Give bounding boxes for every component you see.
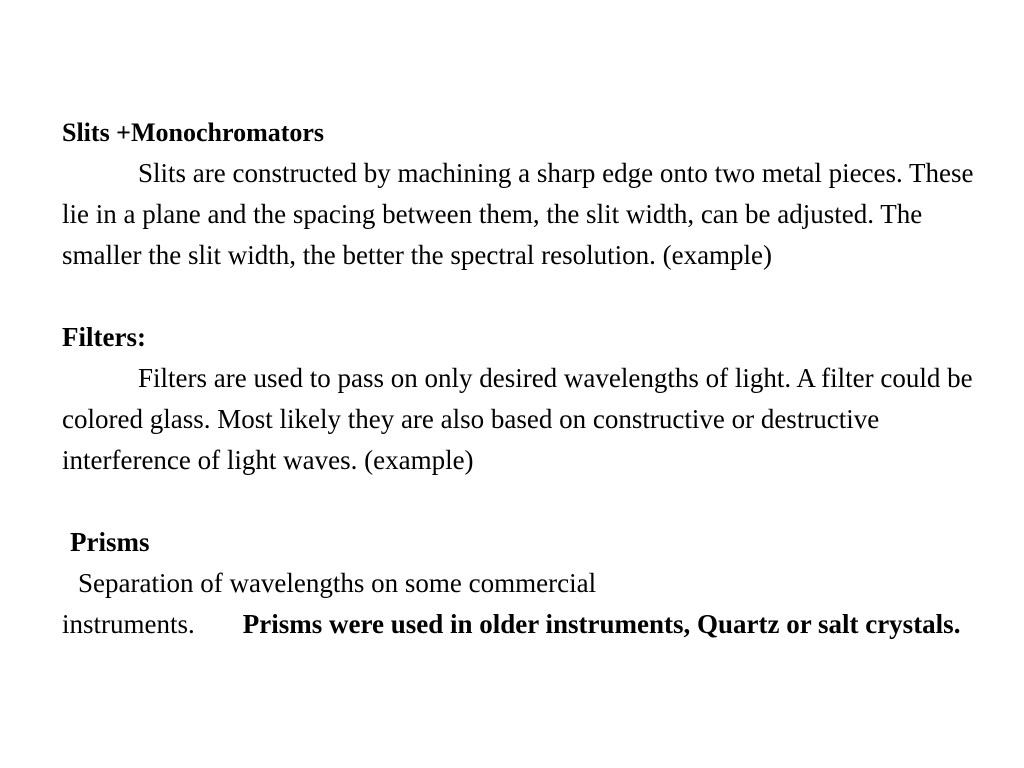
- section-body-prisms-line2: [62, 604, 992, 645]
- section-heading-prisms: Prisms: [70, 527, 150, 557]
- section-body-filters: [62, 358, 992, 481]
- section-body-prisms-line1: [62, 563, 992, 604]
- prisms-text-line1: Separation of wavelengths on some commercial: [78, 568, 597, 598]
- filters-text: Filters are used to pass on only desired wavelengths of light. A filter could be colored glass. Most likely they are also based on constructive or destructive interference of light waves. (example): [62, 363, 973, 475]
- section-spacer: [62, 276, 992, 317]
- slide-content: [62, 112, 992, 645]
- slits-text: Slits are constructed by machining a sharp edge onto two metal pieces. These lie in a plane and the spacing between them, the slit width, can be adjusted. The smaller the slit width, the better the spectral resolution. (example): [62, 158, 974, 270]
- prisms-text-bold: Prisms were used in older instruments, Quartz or salt crystals.: [242, 609, 961, 639]
- section-body-slits: [62, 153, 992, 276]
- section-heading-slits: Slits +Monochromators: [62, 118, 325, 147]
- prisms-text-plain: instruments.: [62, 609, 195, 639]
- section-spacer: [62, 481, 992, 522]
- section-heading-filters: Filters:: [62, 322, 146, 352]
